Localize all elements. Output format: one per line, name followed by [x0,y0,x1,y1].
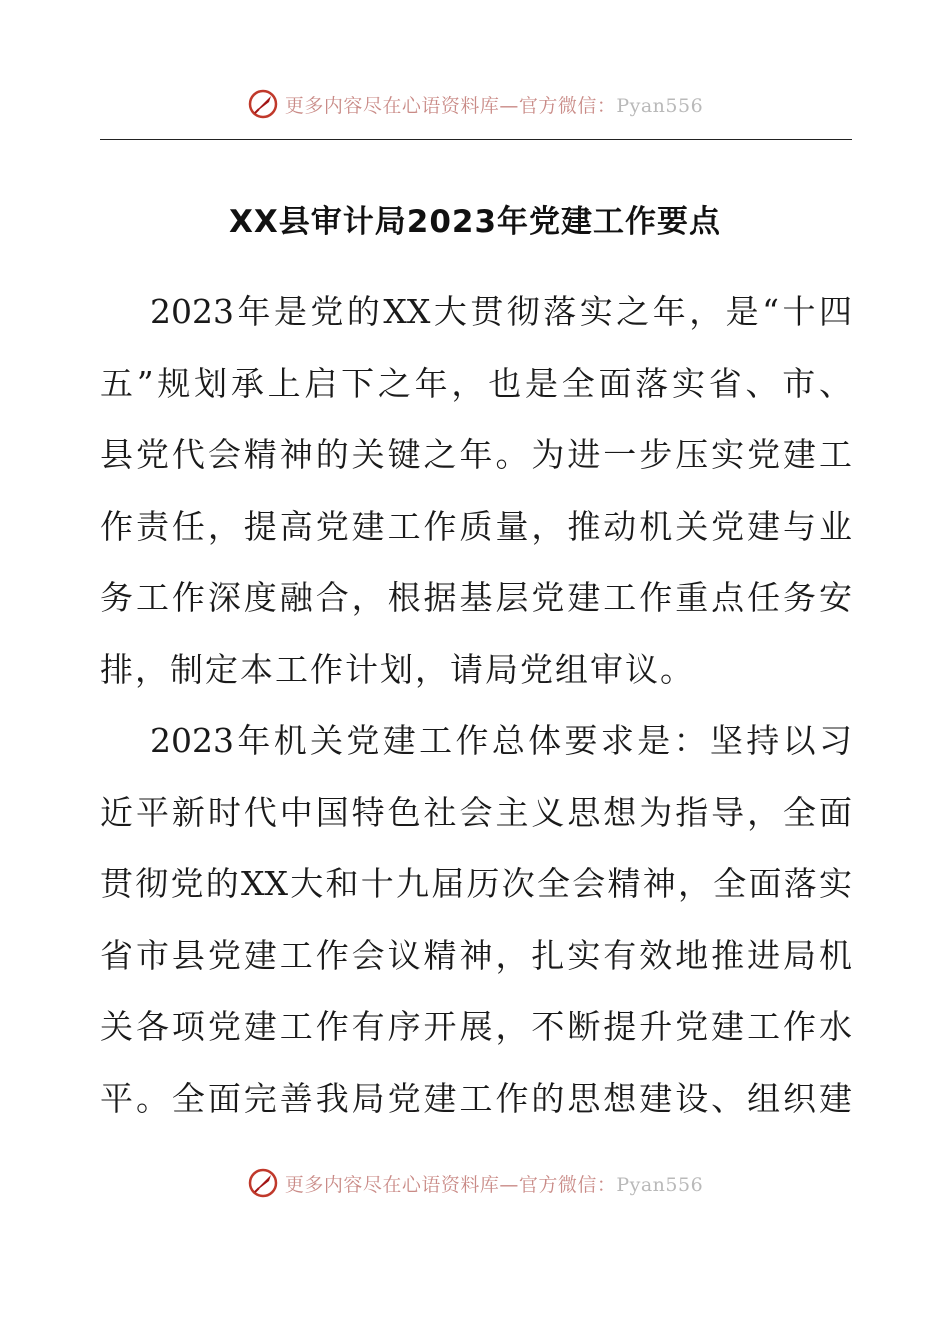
quill-logo-icon [247,88,279,120]
paragraph-line: 省市县党建工作会议精神，扎实有效地推进局机 [100,935,852,975]
paragraph-line: 关各项党建工作有序开展，不断提升党建工作水 [100,1007,852,1046]
paragraph-line: 县党代会精神的关键之年。为进一步压实党建工 [100,435,852,474]
document-body [100,284,852,1142]
footer-watermark [0,1163,950,1203]
paragraph-line: 作责任，提高党建工作质量，推动机关党建与业 [100,506,852,546]
wechat-id: Pyan556 [616,94,704,117]
quill-logo-icon [247,1167,279,1199]
paragraph-line: 2023年是党的XX大贯彻落实之年，是“十四 [150,292,852,331]
wechat-id: Pyan556 [616,1173,704,1196]
document-title: XX县审计局2023年党建工作要点 [228,204,722,240]
paragraph-line: 贯彻党的XX大和十九届历次全会精神，全面落实 [100,864,852,903]
paragraph-line: 排，制定本工作计划，请局党组审议。 [100,649,695,689]
header-watermark [0,84,950,124]
paragraph-line: 近平新时代中国特色社会主义思想为指导，全面 [100,792,852,832]
paragraph-line: 2023年机关党建工作总体要求是：坚持以习 [150,721,852,760]
paragraph-line: 务工作深度融合，根据基层党建工作重点任务安 [100,578,852,617]
watermark-text: 更多内容尽在心语资料库—官方微信：Pyan556 [284,1173,704,1196]
paragraph-line: 平。全面完善我局党建工作的思想建设、组织建 [100,1078,852,1118]
header-divider [100,139,852,140]
watermark-text: 更多内容尽在心语资料库—官方微信：Pyan556 [284,94,704,117]
paragraph-line: 五”规划承上启下之年，也是全面落实省、市、 [100,363,852,403]
